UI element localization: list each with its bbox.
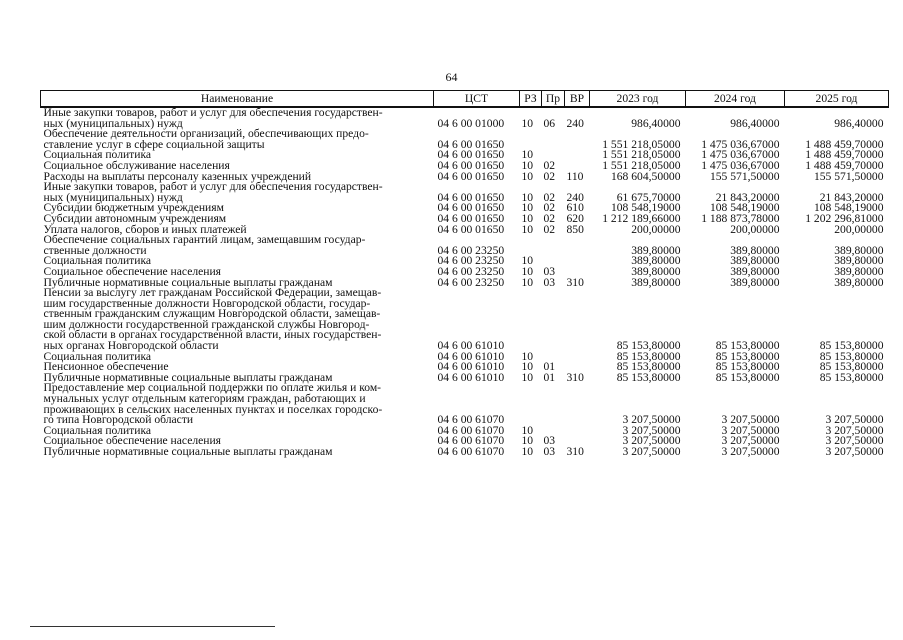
table-row bbox=[41, 129, 889, 150]
cell-cst: 04 6 00 23250 bbox=[437, 264, 505, 278]
cell-pr bbox=[542, 129, 565, 150]
cell-rz: 10 bbox=[521, 116, 534, 130]
cell-vr: 310 bbox=[566, 370, 584, 384]
cell-y2023: 986,40000 bbox=[631, 116, 681, 130]
row-name bbox=[41, 383, 434, 425]
cell-y2024: 389,80000 bbox=[730, 254, 780, 268]
budget-table bbox=[40, 90, 889, 458]
cell-pr: 02 bbox=[543, 222, 556, 236]
cell-y2025: 108 548,19000 bbox=[813, 201, 884, 215]
cell-rz: 10 bbox=[521, 275, 534, 289]
page-number: 64 bbox=[445, 70, 458, 84]
row-name bbox=[41, 182, 434, 203]
cell-rz: 10 bbox=[521, 201, 534, 215]
cell-pr: 02 bbox=[543, 201, 556, 215]
row-name bbox=[41, 107, 434, 129]
cell-vr: 240 bbox=[566, 190, 584, 204]
row-name bbox=[41, 288, 434, 352]
cell-y2023: 1 212 189,66000 bbox=[602, 211, 681, 225]
cell-pr bbox=[542, 235, 565, 256]
header-vr: ВР bbox=[565, 91, 590, 108]
cell-y2025: 986,40000 bbox=[834, 116, 884, 130]
header-2023: 2023 год bbox=[590, 91, 686, 108]
row-name-line: Публичные нормативные социальные выплаты гражданам bbox=[43, 445, 333, 458]
row-name-line: Субсидии бюджетным учреждениям bbox=[43, 201, 224, 215]
row-name-line: Пенсионное обеспечение bbox=[43, 360, 169, 374]
cell-vr bbox=[565, 235, 590, 256]
cell-y2024: 85 153,80000 bbox=[715, 339, 780, 353]
row-name-line: проживающих в сельских населенных пунктах и поселках городско- bbox=[43, 402, 383, 416]
cell-y2024: 389,80000 bbox=[730, 264, 780, 278]
cell-y2023: 3 207,50000 bbox=[622, 434, 681, 448]
cell-y2024: 85 153,80000 bbox=[715, 349, 780, 363]
cell-vr: 240 bbox=[566, 116, 584, 130]
row-name-line: Социальная политика bbox=[43, 254, 152, 268]
cell-pr: 02 bbox=[543, 169, 556, 183]
row-name-line: Обеспечение социальных гарантий лицам, замещавшим государ- bbox=[43, 233, 366, 247]
table-row bbox=[41, 107, 889, 129]
cell-y2024: 389,80000 bbox=[730, 275, 780, 289]
row-name-line: Субсидии автономным учреждениям bbox=[43, 211, 227, 225]
cell-y2024: 3 207,50000 bbox=[721, 413, 780, 427]
cell-y2024: 21 843,20000 bbox=[715, 190, 780, 204]
cell-y2023: 85 153,80000 bbox=[616, 370, 681, 384]
cell-rz: 10 bbox=[521, 445, 534, 458]
cell-cst: 04 6 00 61070 bbox=[437, 413, 505, 427]
cell-y2025: 1 202 296,81000 bbox=[805, 211, 884, 225]
cell-pr: 02 bbox=[543, 211, 556, 225]
cell-cst: 04 6 00 01650 bbox=[437, 190, 505, 204]
cell-vr bbox=[565, 352, 590, 363]
header-pr: Пр bbox=[542, 91, 565, 108]
cell-pr bbox=[542, 288, 565, 352]
cell-y2025: 155 571,50000 bbox=[813, 169, 884, 183]
cell-y2025: 21 843,20000 bbox=[819, 190, 884, 204]
cell-y2024: 108 548,19000 bbox=[709, 201, 780, 215]
table-header bbox=[41, 91, 889, 108]
cell-pr: 01 bbox=[543, 370, 556, 384]
cell-vr: 310 bbox=[566, 445, 584, 458]
cell-y2023: 1 551 218,05000 bbox=[602, 137, 681, 151]
cell-y2024: 3 207,50000 bbox=[721, 423, 780, 437]
header-cst: ЦСТ bbox=[434, 91, 520, 108]
cell-cst: 04 6 00 23250 bbox=[437, 254, 505, 268]
row-name-line: Социальная политика bbox=[43, 349, 152, 363]
table-row bbox=[41, 182, 889, 203]
table-row bbox=[41, 447, 889, 458]
table-body bbox=[41, 107, 889, 458]
cell-vr bbox=[565, 256, 590, 267]
row-name-line: шим должности государственной гражданской службы Новгород- bbox=[43, 317, 370, 331]
row-name bbox=[41, 235, 434, 256]
header-2024: 2024 год bbox=[686, 91, 785, 108]
row-name-line: ской области в органах государственной власти, иных государствен- bbox=[43, 328, 382, 342]
cell-y2025: 3 207,50000 bbox=[825, 423, 884, 437]
row-name-line: Социальное обеспечение населения bbox=[43, 264, 222, 278]
cell-rz: 10 bbox=[521, 190, 534, 204]
row-name-line: го типа Новгородской области bbox=[43, 413, 194, 427]
table-row bbox=[41, 288, 889, 352]
cell-y2025: 85 153,80000 bbox=[819, 370, 884, 384]
cell-y2025: 3 207,50000 bbox=[825, 445, 884, 458]
row-name-line: ных (муниципальных) нужд bbox=[43, 190, 183, 204]
row-name-line: Социальная политика bbox=[43, 423, 152, 437]
cell-rz: 10 bbox=[521, 254, 534, 268]
row-name-line: шим государственные должности Новгородской области, государ- bbox=[43, 296, 371, 310]
cell-cst: 04 6 00 61010 bbox=[437, 339, 505, 353]
cell-rz: 10 bbox=[521, 211, 534, 225]
row-name-line: Социальное обслуживание населения bbox=[43, 158, 230, 172]
cell-y2023: 3 207,50000 bbox=[622, 413, 681, 427]
header-rz: РЗ bbox=[520, 91, 542, 108]
cell-vr bbox=[565, 383, 590, 425]
row-name-line: Пенсии за выслугу лет гражданам Российской Федерации, замещав- bbox=[43, 286, 382, 300]
row-name-line: Иные закупки товаров, работ и услуг для обеспечения государствен- bbox=[43, 180, 383, 194]
cell-y2023: 389,80000 bbox=[631, 243, 681, 257]
cell-pr: 03 bbox=[543, 434, 556, 448]
cell-cst: 04 6 00 01000 bbox=[437, 116, 505, 130]
cell-y2024: 3 207,50000 bbox=[721, 445, 780, 458]
cell-cst: 04 6 00 01650 bbox=[437, 148, 505, 162]
cell-y2024: 389,80000 bbox=[730, 243, 780, 257]
cell-rz: 10 bbox=[521, 434, 534, 448]
cell-y2024: 155 571,50000 bbox=[709, 169, 780, 183]
cell-cst: 04 6 00 61070 bbox=[437, 423, 505, 437]
cell-vr bbox=[565, 288, 590, 352]
cell-y2024: 85 153,80000 bbox=[715, 370, 780, 384]
cell-cst: 04 6 00 61070 bbox=[437, 445, 505, 458]
table-row bbox=[41, 383, 889, 425]
cell-cst: 04 6 00 61010 bbox=[437, 349, 505, 363]
cell-pr: 03 bbox=[543, 264, 556, 278]
cell-y2025: 200,00000 bbox=[834, 222, 884, 236]
cell-vr: 620 bbox=[566, 211, 584, 225]
header-name: Наименование bbox=[41, 91, 434, 108]
cell-pr: 03 bbox=[543, 445, 556, 458]
cell-y2025: 3 207,50000 bbox=[825, 434, 884, 448]
cell-y2023: 85 153,80000 bbox=[616, 339, 681, 353]
cell-rz bbox=[520, 129, 542, 150]
row-name-line: Расходы на выплаты персоналу казенных учреждений bbox=[43, 169, 312, 183]
cell-y2023: 168 604,50000 bbox=[610, 169, 681, 183]
cell-pr: 03 bbox=[543, 275, 556, 289]
cell-y2023: 389,80000 bbox=[631, 275, 681, 289]
cell-y2025: 1 488 459,70000 bbox=[805, 148, 884, 162]
cell-y2023: 3 207,50000 bbox=[622, 445, 681, 458]
cell-pr: 02 bbox=[543, 190, 556, 204]
cell-cst: 04 6 00 01650 bbox=[437, 137, 505, 151]
row-name-line: Иные закупки товаров, работ и услуг для обеспечения государствен- bbox=[43, 106, 383, 119]
cell-y2023: 1 551 218,05000 bbox=[602, 158, 681, 172]
row-name-line: Обеспечение деятельности организаций, обеспечивающих предо- bbox=[43, 127, 369, 141]
cell-pr: 06 bbox=[543, 116, 556, 130]
row-name-line: Публичные нормативные социальные выплаты гражданам bbox=[43, 275, 333, 289]
cell-y2025: 85 153,80000 bbox=[819, 339, 884, 353]
row-name-line: Предоставление мер социальной поддержки по оплате жилья и ком- bbox=[43, 381, 382, 395]
cell-rz: 10 bbox=[521, 264, 534, 278]
cell-rz: 10 bbox=[521, 169, 534, 183]
cell-y2025: 3 207,50000 bbox=[825, 413, 884, 427]
cell-rz bbox=[520, 235, 542, 256]
cell-y2023: 61 675,70000 bbox=[616, 190, 681, 204]
cell-cst: 04 6 00 61010 bbox=[437, 360, 505, 374]
cell-y2024: 986,40000 bbox=[730, 116, 780, 130]
row-name-line: ственные должности bbox=[43, 243, 147, 257]
cell-cst: 04 6 00 61010 bbox=[437, 370, 505, 384]
cell-y2024: 1 188 873,78000 bbox=[701, 211, 780, 225]
cell-cst: 04 6 00 01650 bbox=[437, 169, 505, 183]
cell-y2024: 3 207,50000 bbox=[721, 434, 780, 448]
cell-y2024: 1 475 036,67000 bbox=[701, 158, 780, 172]
cell-cst: 04 6 00 23250 bbox=[437, 275, 505, 289]
cell-y2024: 85 153,80000 bbox=[715, 360, 780, 374]
cell-pr bbox=[542, 383, 565, 425]
cell-vr: 610 bbox=[566, 201, 584, 215]
cell-vr: 310 bbox=[566, 275, 584, 289]
cell-pr: 02 bbox=[543, 158, 556, 172]
cell-y2024: 1 475 036,67000 bbox=[701, 137, 780, 151]
footer-rule bbox=[30, 626, 275, 627]
row-name bbox=[41, 129, 434, 150]
cell-cst: 04 6 00 23250 bbox=[437, 243, 505, 257]
cell-y2023: 3 207,50000 bbox=[622, 423, 681, 437]
row-name-line: Социальная политика bbox=[43, 148, 152, 162]
cell-y2023: 389,80000 bbox=[631, 264, 681, 278]
cell-y2023: 389,80000 bbox=[631, 254, 681, 268]
row-name-line: Публичные нормативные социальные выплаты гражданам bbox=[43, 370, 333, 384]
row-name-line: мунальных услуг отдельным категориям граждан, работающих и bbox=[43, 392, 366, 406]
row-name-line: Социальное обеспечение населения bbox=[43, 434, 222, 448]
cell-y2025: 389,80000 bbox=[834, 243, 884, 257]
row-name-line: Уплата налогов, сборов и иных платежей bbox=[43, 222, 247, 236]
row-name-line: ставление услуг в сфере социальной защиты bbox=[43, 137, 265, 151]
row-name-line: ных (муниципальных) нужд bbox=[43, 116, 183, 130]
cell-rz: 10 bbox=[521, 158, 534, 172]
cell-y2023: 1 551 218,05000 bbox=[602, 148, 681, 162]
cell-y2025: 85 153,80000 bbox=[819, 349, 884, 363]
cell-rz: 10 bbox=[521, 222, 534, 236]
cell-y2023: 85 153,80000 bbox=[616, 360, 681, 374]
cell-rz: 10 bbox=[521, 349, 534, 363]
cell-rz: 10 bbox=[521, 360, 534, 374]
cell-rz: 10 bbox=[521, 148, 534, 162]
cell-pr: 01 bbox=[543, 360, 556, 374]
cell-cst: 04 6 00 01650 bbox=[437, 222, 505, 236]
cell-y2025: 389,80000 bbox=[834, 275, 884, 289]
cell-rz bbox=[520, 383, 542, 425]
cell-y2025: 389,80000 bbox=[834, 264, 884, 278]
cell-rz: 10 bbox=[521, 370, 534, 384]
cell-y2025: 85 153,80000 bbox=[819, 360, 884, 374]
cell-y2025: 1 488 459,70000 bbox=[805, 137, 884, 151]
cell-vr: 850 bbox=[566, 222, 584, 236]
cell-y2024: 200,00000 bbox=[730, 222, 780, 236]
cell-vr bbox=[565, 426, 590, 437]
cell-y2023: 200,00000 bbox=[631, 222, 681, 236]
cell-y2024: 1 475 036,67000 bbox=[701, 148, 780, 162]
cell-y2023: 108 548,19000 bbox=[610, 201, 681, 215]
cell-cst: 04 6 00 01650 bbox=[437, 201, 505, 215]
cell-y2025: 1 488 459,70000 bbox=[805, 158, 884, 172]
table-row bbox=[41, 235, 889, 256]
cell-y2025: 389,80000 bbox=[834, 254, 884, 268]
cell-vr: 110 bbox=[566, 169, 584, 183]
cell-vr bbox=[565, 150, 590, 161]
header-2025: 2025 год bbox=[785, 91, 889, 108]
cell-cst: 04 6 00 01650 bbox=[437, 158, 505, 172]
row-name-line: ственным гражданским служащим Новгородской области, замещав- bbox=[43, 307, 381, 321]
cell-vr bbox=[565, 129, 590, 150]
cell-cst: 04 6 00 61070 bbox=[437, 434, 505, 448]
row-name bbox=[41, 447, 434, 458]
cell-rz: 10 bbox=[521, 423, 534, 437]
cell-rz bbox=[520, 288, 542, 352]
cell-cst: 04 6 00 01650 bbox=[437, 211, 505, 225]
row-name-line: ных органах Новгородской области bbox=[43, 339, 219, 353]
cell-y2023: 85 153,80000 bbox=[616, 349, 681, 363]
